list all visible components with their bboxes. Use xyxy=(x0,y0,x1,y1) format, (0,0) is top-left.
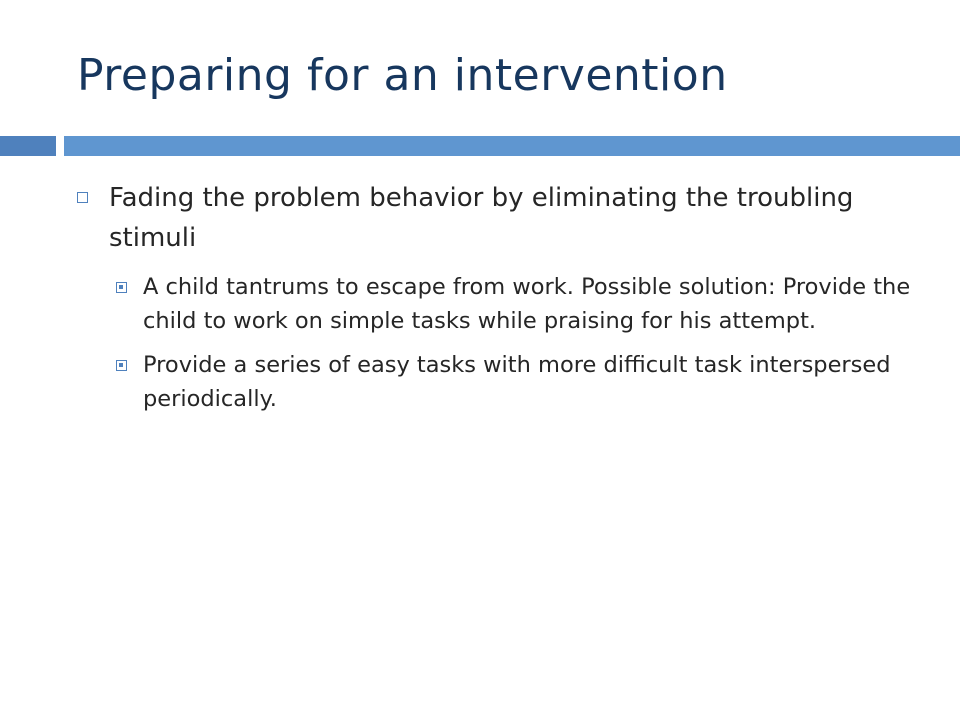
bullet-text: Fading the problem behavior by eliminating the troubling stimuli xyxy=(109,183,854,253)
filled-square-bullet-icon xyxy=(116,282,127,293)
sub-bullet-text: Provide a series of easy tasks with more difficult task interspersed periodically. xyxy=(143,352,891,412)
slide-content xyxy=(74,178,914,426)
filled-square-bullet-icon xyxy=(116,360,127,371)
sub-bullet-item xyxy=(74,270,914,338)
sub-bullet-item xyxy=(74,348,914,416)
title-rule-accent xyxy=(0,136,56,156)
bullet-item xyxy=(74,178,914,258)
title-rule-bar xyxy=(64,136,960,156)
sub-bullet-list xyxy=(74,270,914,416)
slide-title: Preparing for an intervention xyxy=(77,50,728,101)
hollow-square-bullet-icon xyxy=(77,192,88,203)
sub-bullet-text: A child tantrums to escape from work. Possible solution: Provide the child to work on simple tasks while praising for his attempt. xyxy=(143,274,911,334)
